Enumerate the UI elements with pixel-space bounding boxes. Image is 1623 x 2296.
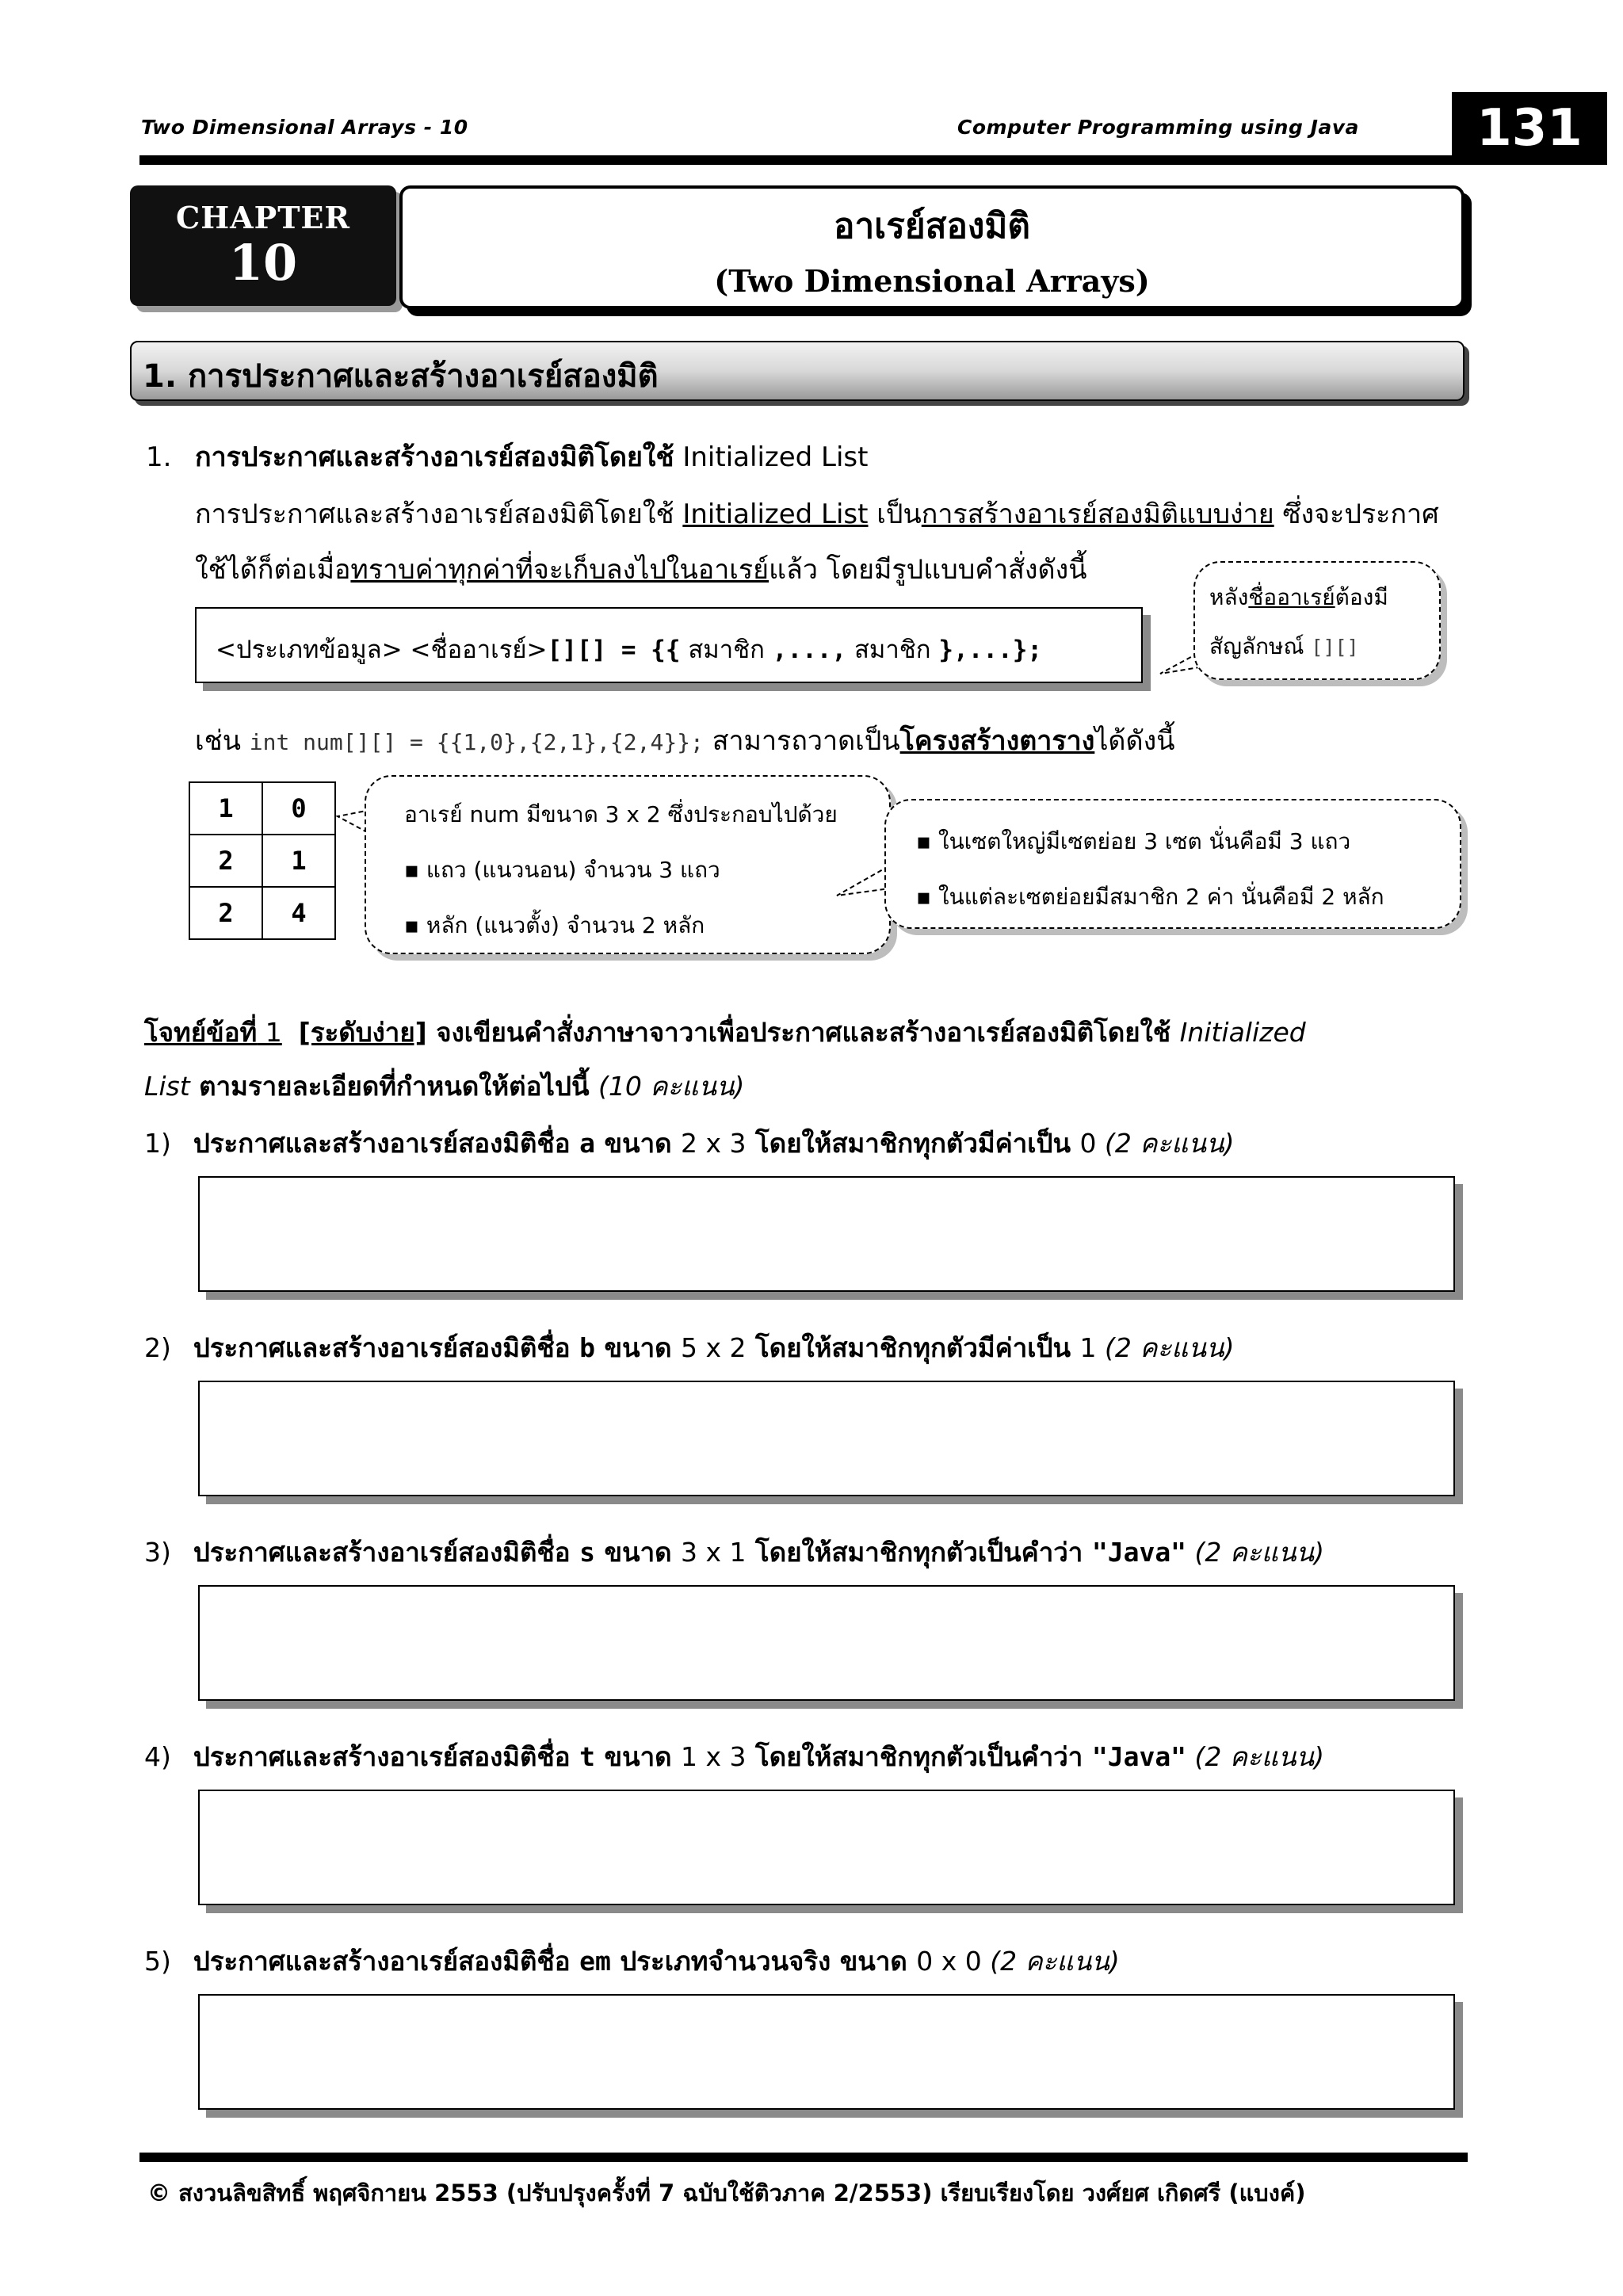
- syntax-part-5: สมาชิก: [846, 636, 939, 664]
- p2-text-b: ทราบค่าทุกค่าที่จะเก็บลงไปในอาเรย์: [350, 554, 769, 586]
- question-array-name: s: [579, 1537, 595, 1568]
- table-cell: 1: [189, 782, 262, 835]
- example-prefix: เช่น: [195, 725, 250, 757]
- exercise-line-2: [144, 1067, 744, 1106]
- callout-cells-b2-text: ในแต่ละเซตย่อยมีสมาชิก 2 ค่า นั่นคือมี 2 หลัก: [938, 884, 1384, 910]
- question-text: ขนาด: [594, 1537, 682, 1568]
- exercise-instruction-italic: Initialized: [1179, 1017, 1306, 1048]
- question-text: ขนาด: [594, 1332, 682, 1363]
- table-cell: 4: [262, 887, 335, 939]
- exercise-line-1: [144, 1013, 1306, 1052]
- p1-text-a: การประกาศและสร้างอาเรย์สองมิติโดยใช้: [195, 499, 683, 530]
- exercise-points: (10 คะแนน): [598, 1071, 745, 1102]
- callout-name-line-1: [1209, 580, 1439, 615]
- question-array-name: em: [579, 1946, 611, 1977]
- chapter-badge: [130, 185, 396, 306]
- question-3: [144, 1533, 1324, 1572]
- answer-box[interactable]: [198, 1994, 1455, 2110]
- question-text: ประเภทจำนวนจริง ขนาด: [610, 1946, 917, 1977]
- example-line: [195, 721, 1174, 762]
- question-value: 1: [1079, 1332, 1097, 1363]
- syntax-part-3: สมาชิก: [680, 636, 773, 664]
- bullet-icon: ▪: [916, 884, 938, 910]
- exercise-line2-italic: List: [144, 1071, 190, 1102]
- question-number: 5): [144, 1946, 171, 1977]
- page-number: 131: [1452, 92, 1607, 165]
- table-row: [189, 887, 335, 939]
- question-points: (2 คะแนน): [1186, 1741, 1324, 1772]
- answer-box[interactable]: [198, 1381, 1455, 1496]
- question-number: 3): [144, 1537, 171, 1568]
- callout-table-bullet-2: [404, 908, 889, 943]
- table-cell: 0: [262, 782, 335, 835]
- question-size: 5 x 2: [681, 1332, 747, 1363]
- question-number: 1): [144, 1128, 171, 1159]
- syntax-part-1: <ประเภทข้อมูล> <ชื่ออาเรย์>: [216, 636, 548, 664]
- callout-name-line-2: [1209, 629, 1439, 664]
- callout-table-b1-text: แถว (แนวนอน) จำนวน 3 แถว: [426, 857, 720, 883]
- callout-cells-bubble: [884, 799, 1461, 929]
- p2-text-a: ใช้ได้ก็ต่อเมื่อ: [195, 554, 351, 586]
- subsection-heading-bold: การประกาศและสร้างอาเรย์สองมิติโดยใช้: [195, 441, 674, 473]
- question-number: 4): [144, 1741, 171, 1772]
- exercise-level: [ระดับง่าย]: [298, 1017, 427, 1048]
- callout-cells-bullet-1: [916, 824, 1460, 859]
- question-text: ขนาด: [594, 1128, 682, 1159]
- question-array-name: b: [579, 1332, 595, 1363]
- chapter-title-en: (Two Dimensional Arrays): [714, 263, 1150, 299]
- question-value: "Java": [1091, 1741, 1187, 1772]
- bullet-icon: ▪: [404, 912, 426, 938]
- question-array-name: t: [579, 1741, 595, 1772]
- example-middle: สามารถวาดเป็น: [703, 725, 900, 757]
- question-4: [144, 1737, 1324, 1777]
- syntax-box: [195, 607, 1143, 683]
- paragraph-line-1: [195, 495, 1439, 534]
- example-bold: โครงสร้างตาราง: [899, 725, 1095, 757]
- answer-box[interactable]: [198, 1790, 1455, 1905]
- syntax-line: [216, 629, 1141, 669]
- callout-name-b: ชื่ออาเรย์: [1248, 584, 1335, 610]
- question-text: ประกาศและสร้างอาเรย์สองมิติชื่อ: [193, 1332, 580, 1363]
- section-heading-bar: [130, 341, 1465, 401]
- question-size: 0 x 0: [916, 1946, 982, 1977]
- footer-copyright: © สงวนลิขสิทธิ์ พฤศจิกายน 2553 (ปรับปรุงครั้งที่ 7 ฉบับใช้ติวภาค 2/2553) เรียบเรียงโดย วงศ์ยศ เกิดศรี (แบงค์): [147, 2179, 1306, 2206]
- question-points: (2 คะแนน): [1096, 1332, 1235, 1363]
- bullet-icon: ▪: [404, 857, 426, 883]
- question-size: 3 x 1: [681, 1537, 747, 1568]
- bullet-icon: ▪: [916, 828, 938, 854]
- question-points: (2 คะแนน): [981, 1946, 1120, 1977]
- question-text: ประกาศและสร้างอาเรย์สองมิติชื่อ: [193, 1946, 580, 1977]
- question-text: โดยให้สมาชิกทุกตัวเป็นคำว่า: [746, 1741, 1092, 1772]
- callout-name-bubble: [1193, 561, 1441, 680]
- callout-name-c: ต้องมี: [1335, 584, 1388, 610]
- chapter-title-box: [399, 185, 1465, 309]
- question-array-name: a: [579, 1128, 595, 1159]
- num-table: [189, 781, 336, 940]
- question-points: (2 คะแนน): [1096, 1128, 1235, 1159]
- section-heading: 1. การประกาศและสร้างอาเรย์สองมิติ: [143, 358, 659, 395]
- header-right-title: Computer Programming using Java: [957, 116, 1359, 139]
- exercise-label: โจทย์ข้อที่: [144, 1017, 258, 1048]
- subsection-number: 1.: [146, 441, 172, 473]
- question-1: [144, 1124, 1234, 1163]
- question-text: โดยให้สมาชิกทุกตัวเป็นคำว่า: [746, 1537, 1092, 1568]
- paragraph-line-2: [195, 550, 1086, 590]
- question-text: ประกาศและสร้างอาเรย์สองมิติชื่อ: [193, 1537, 580, 1568]
- question-text: ประกาศและสร้างอาเรย์สองมิติชื่อ: [193, 1741, 580, 1772]
- footer-rule: [139, 2153, 1468, 2162]
- callout-table-b2-text: หลัก (แนวตั้ง) จำนวน 2 หลัก: [426, 912, 705, 938]
- question-text: ขนาด: [594, 1741, 682, 1772]
- callout-cells-bullet-2: [916, 880, 1460, 915]
- p1-text-e: ซึ่งจะประกาศ: [1274, 499, 1439, 530]
- example-suffix: ได้ดังนี้: [1094, 725, 1175, 757]
- p1-text-d: การสร้างอาเรย์สองมิติแบบง่าย: [921, 499, 1274, 530]
- question-text: โดยให้สมาชิกทุกตัวมีค่าเป็น: [746, 1332, 1080, 1363]
- exercise-instruction: จงเขียนคำสั่งภาษาจาวาเพื่อประกาศและสร้างอาเรย์สองมิติโดยใช้: [426, 1017, 1180, 1048]
- syntax-part-6: },...};: [938, 636, 1043, 664]
- subsection-heading-plain: Initialized List: [682, 441, 869, 473]
- table-cell: 2: [189, 887, 262, 939]
- question-number: 2): [144, 1332, 171, 1363]
- table-row: [189, 835, 335, 887]
- table-cell: 1: [262, 835, 335, 887]
- question-text: โดยให้สมาชิกทุกตัวมีค่าเป็น: [746, 1128, 1080, 1159]
- callout-table-bullet-1: [404, 853, 889, 888]
- table-cell: 2: [189, 835, 262, 887]
- exercise-number: 1: [257, 1017, 282, 1048]
- callout-table-line-1: อาเรย์ num มีขนาด 3 x 2 ซึ่งประกอบไปด้วย: [404, 801, 838, 827]
- question-text: ประกาศและสร้างอาเรย์สองมิติชื่อ: [193, 1128, 580, 1159]
- callout-cells-b1-text: ในเซตใหญ่มีเซตย่อย 3 เซต นั่นคือมี 3 แถว: [938, 828, 1351, 854]
- exercise-line2-text: ตามรายละเอียดที่กำหนดให้ต่อไปนี้: [189, 1071, 599, 1102]
- question-points: (2 คะแนน): [1186, 1537, 1324, 1568]
- table-row: [189, 782, 335, 835]
- answer-box[interactable]: [198, 1585, 1455, 1701]
- answer-box[interactable]: [198, 1176, 1455, 1292]
- question-size: 1 x 3: [681, 1741, 747, 1772]
- p2-text-c: แล้ว โดยมีรูปแบบคำสั่งดังนี้: [769, 554, 1087, 586]
- p1-text-c: เป็น: [868, 499, 922, 530]
- chapter-number: 10: [228, 234, 298, 292]
- p1-text-b: Initialized List: [682, 499, 869, 530]
- callout-name-d: สัญลักษณ์: [1209, 633, 1312, 659]
- header-rule: [139, 155, 1607, 165]
- question-2: [144, 1328, 1234, 1368]
- callout-name-a: หลัง: [1209, 584, 1249, 610]
- question-size: 2 x 3: [681, 1128, 747, 1159]
- chapter-title-th: อาเรย์สองมิติ: [834, 206, 1030, 246]
- chapter-label: CHAPTER: [175, 200, 351, 235]
- question-value: "Java": [1091, 1537, 1187, 1568]
- example-code: int num[][] = {{1,0},{2,1},{2,4}};: [249, 729, 704, 755]
- header-left-title: Two Dimensional Arrays - 10: [141, 116, 468, 139]
- callout-name-e: [][]: [1311, 636, 1359, 659]
- syntax-part-2: [][] = {{: [547, 636, 681, 664]
- callout-table-bubble: [365, 775, 891, 954]
- syntax-part-4: ,...,: [772, 636, 847, 664]
- subsection-heading: [195, 437, 868, 477]
- question-value: 0: [1079, 1128, 1097, 1159]
- question-5: [144, 1942, 1120, 1981]
